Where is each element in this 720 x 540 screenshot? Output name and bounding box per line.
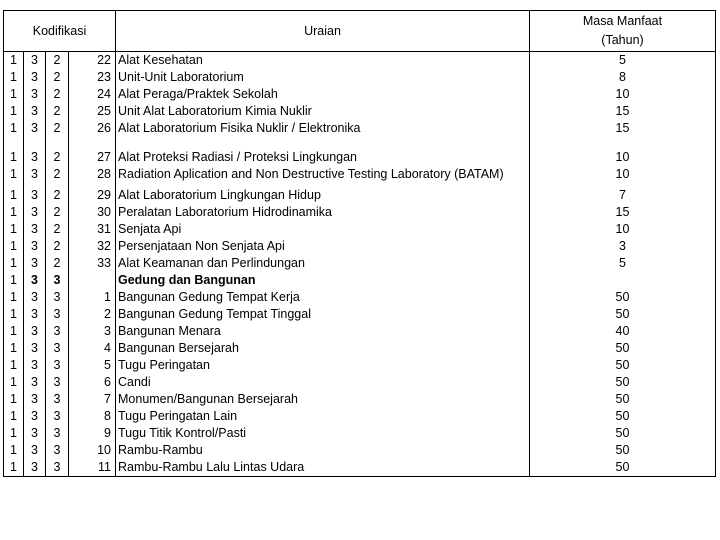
kode-level-1: 1 [4, 340, 24, 357]
kode-level-1: 1 [4, 374, 24, 391]
asset-useful-life-table [3, 10, 716, 52]
table-row [4, 323, 716, 340]
kode-level-3: 2 [46, 255, 69, 272]
kode-level-1: 1 [4, 357, 24, 374]
kode-level-2: 3 [24, 391, 46, 408]
kode-level-2: 3 [24, 120, 46, 137]
uraian-cell: Monumen/Bangunan Bersejarah [116, 391, 530, 408]
spacer-cell [69, 137, 116, 149]
kode-level-2: 3 [24, 272, 46, 289]
table-row [4, 391, 716, 408]
spacer-cell [46, 137, 69, 149]
table-row [4, 204, 716, 221]
spacer-cell [24, 137, 46, 149]
kode-level-4: 32 [69, 238, 116, 255]
kode-level-4: 28 [69, 166, 116, 183]
kode-level-1: 1 [4, 306, 24, 323]
table-row [4, 166, 716, 183]
kode-level-1: 1 [4, 459, 24, 477]
uraian-cell: Candi [116, 374, 530, 391]
kode-level-3: 2 [46, 52, 69, 69]
kode-level-1: 1 [4, 103, 24, 120]
kode-level-1: 1 [4, 120, 24, 137]
kode-level-3: 3 [46, 374, 69, 391]
kode-level-1: 1 [4, 166, 24, 183]
kode-level-1: 1 [4, 289, 24, 306]
kode-level-2: 3 [24, 289, 46, 306]
kode-level-2: 3 [24, 52, 46, 69]
kode-level-1: 1 [4, 425, 24, 442]
masa-manfaat-cell: 50 [530, 408, 716, 425]
uraian-cell: Bangunan Menara [116, 323, 530, 340]
kode-level-4: 4 [69, 340, 116, 357]
table-row [4, 69, 716, 86]
uraian-cell: Tugu Peringatan [116, 357, 530, 374]
masa-manfaat-cell: 50 [530, 442, 716, 459]
table-row [4, 459, 716, 477]
table-row [4, 103, 716, 120]
table-row [4, 86, 716, 103]
kode-level-3: 2 [46, 187, 69, 204]
table-row [4, 149, 716, 166]
header-masa-manfaat [530, 11, 716, 52]
masa-manfaat-cell: 50 [530, 289, 716, 306]
kode-level-3: 3 [46, 442, 69, 459]
kode-level-3: 2 [46, 221, 69, 238]
uraian-cell: Alat Proteksi Radiasi / Proteksi Lingkungan [116, 149, 530, 166]
kode-level-3: 2 [46, 103, 69, 120]
kode-level-2: 3 [24, 374, 46, 391]
uraian-cell: Tugu Titik Kontrol/Pasti [116, 425, 530, 442]
table-row [4, 238, 716, 255]
asset-rows-table [3, 52, 716, 477]
kode-level-4: 30 [69, 204, 116, 221]
table-body [4, 52, 716, 477]
spacer-cell [530, 137, 716, 149]
kode-level-2: 3 [24, 204, 46, 221]
uraian-cell: Persenjataan Non Senjata Api [116, 238, 530, 255]
kode-level-2: 3 [24, 166, 46, 183]
table-row [4, 340, 716, 357]
kode-level-3: 2 [46, 120, 69, 137]
uraian-cell: Senjata Api [116, 221, 530, 238]
uraian-cell: Tugu Peringatan Lain [116, 408, 530, 425]
uraian-cell: Unit-Unit Laboratorium [116, 69, 530, 86]
masa-manfaat-cell: 40 [530, 323, 716, 340]
masa-manfaat-cell: 50 [530, 340, 716, 357]
masa-manfaat-cell: 8 [530, 69, 716, 86]
kode-level-4: 23 [69, 69, 116, 86]
kode-level-4: 5 [69, 357, 116, 374]
kode-level-4: 26 [69, 120, 116, 137]
table-row [4, 255, 716, 272]
kode-level-2: 3 [24, 459, 46, 477]
masa-manfaat-cell: 7 [530, 187, 716, 204]
masa-manfaat-cell: 15 [530, 103, 716, 120]
kode-level-2: 3 [24, 357, 46, 374]
kode-level-2: 3 [24, 149, 46, 166]
masa-manfaat-cell: 15 [530, 204, 716, 221]
kode-level-4: 3 [69, 323, 116, 340]
uraian-cell: Unit Alat Laboratorium Kimia Nuklir [116, 103, 530, 120]
kode-level-2: 3 [24, 408, 46, 425]
table-row [4, 306, 716, 323]
kode-level-2: 3 [24, 306, 46, 323]
kode-level-2: 3 [24, 425, 46, 442]
kode-level-1: 1 [4, 442, 24, 459]
uraian-cell: Rambu-Rambu Lalu Lintas Udara [116, 459, 530, 477]
header-masa-manfaat-line2: (Tahun) [601, 33, 644, 47]
kode-level-4: 29 [69, 187, 116, 204]
kode-level-2: 3 [24, 86, 46, 103]
kode-level-1: 1 [4, 69, 24, 86]
uraian-cell: Bangunan Bersejarah [116, 340, 530, 357]
table-row [4, 289, 716, 306]
uraian-cell: Peralatan Laboratorium Hidrodinamika [116, 204, 530, 221]
kode-level-4: 10 [69, 442, 116, 459]
uraian-cell: Alat Peraga/Praktek Sekolah [116, 86, 530, 103]
masa-manfaat-cell: 5 [530, 255, 716, 272]
kode-level-4: 6 [69, 374, 116, 391]
kode-level-4: 11 [69, 459, 116, 477]
kode-level-1: 1 [4, 238, 24, 255]
kode-level-4: 31 [69, 221, 116, 238]
kode-level-2: 3 [24, 103, 46, 120]
masa-manfaat-cell: 10 [530, 149, 716, 166]
kode-level-3: 2 [46, 86, 69, 103]
kode-level-1: 1 [4, 323, 24, 340]
asset-table-container [3, 10, 716, 477]
uraian-cell: Alat Kesehatan [116, 52, 530, 69]
kode-level-1: 1 [4, 221, 24, 238]
masa-manfaat-cell: 10 [530, 86, 716, 103]
table-row [4, 187, 716, 204]
kode-level-3: 3 [46, 306, 69, 323]
kode-level-4: 2 [69, 306, 116, 323]
masa-manfaat-cell: 50 [530, 391, 716, 408]
uraian-cell: Gedung dan Bangunan [116, 272, 530, 289]
uraian-cell: Bangunan Gedung Tempat Tinggal [116, 306, 530, 323]
kode-level-3: 3 [46, 391, 69, 408]
kode-level-4: 7 [69, 391, 116, 408]
kode-level-3: 3 [46, 323, 69, 340]
table-row [4, 425, 716, 442]
masa-manfaat-cell: 10 [530, 221, 716, 238]
kode-level-2: 3 [24, 221, 46, 238]
kode-level-3: 3 [46, 340, 69, 357]
kode-level-3: 2 [46, 166, 69, 183]
table-row [4, 272, 716, 289]
kode-level-3: 3 [46, 357, 69, 374]
uraian-cell: Rambu-Rambu [116, 442, 530, 459]
kode-level-3: 3 [46, 289, 69, 306]
spacer-cell [116, 137, 530, 149]
table-row [4, 357, 716, 374]
kode-level-2: 3 [24, 187, 46, 204]
kode-level-4: 27 [69, 149, 116, 166]
kode-level-4: 1 [69, 289, 116, 306]
header-masa-manfaat-line1: Masa Manfaat [582, 14, 663, 28]
kode-level-3: 3 [46, 272, 69, 289]
masa-manfaat-cell: 50 [530, 374, 716, 391]
table-row [4, 408, 716, 425]
kode-level-1: 1 [4, 149, 24, 166]
masa-manfaat-cell: 10 [530, 166, 716, 183]
kode-level-3: 3 [46, 459, 69, 477]
kode-level-1: 1 [4, 187, 24, 204]
kode-level-4: 25 [69, 103, 116, 120]
kode-level-2: 3 [24, 442, 46, 459]
uraian-cell: Alat Laboratorium Lingkungan Hidup [116, 187, 530, 204]
kode-level-1: 1 [4, 255, 24, 272]
row-spacer [4, 137, 716, 149]
table-header-row [4, 11, 716, 52]
kode-level-4: 8 [69, 408, 116, 425]
kode-level-1: 1 [4, 86, 24, 103]
kode-level-2: 3 [24, 238, 46, 255]
kode-level-2: 3 [24, 340, 46, 357]
kode-level-1: 1 [4, 272, 24, 289]
masa-manfaat-cell: 50 [530, 425, 716, 442]
kode-level-1: 1 [4, 204, 24, 221]
uraian-cell: Bangunan Gedung Tempat Kerja [116, 289, 530, 306]
table-row [4, 374, 716, 391]
kode-level-2: 3 [24, 323, 46, 340]
kode-level-4: 24 [69, 86, 116, 103]
kode-level-2: 3 [24, 69, 46, 86]
masa-manfaat-cell: 50 [530, 306, 716, 323]
kode-level-4: 22 [69, 52, 116, 69]
table-row [4, 52, 716, 69]
kode-level-3: 2 [46, 238, 69, 255]
masa-manfaat-cell: 50 [530, 459, 716, 477]
table-row [4, 120, 716, 137]
table-row [4, 221, 716, 238]
kode-level-4 [69, 272, 116, 289]
kode-level-3: 3 [46, 425, 69, 442]
masa-manfaat-cell: 5 [530, 52, 716, 69]
kode-level-4: 33 [69, 255, 116, 272]
spacer-cell [4, 137, 24, 149]
table-row [4, 442, 716, 459]
header-uraian: Uraian [116, 11, 530, 52]
masa-manfaat-cell: 50 [530, 357, 716, 374]
kode-level-3: 2 [46, 204, 69, 221]
masa-manfaat-cell [530, 272, 716, 289]
kode-level-1: 1 [4, 391, 24, 408]
kode-level-1: 1 [4, 408, 24, 425]
uraian-cell: Alat Laboratorium Fisika Nuklir / Elektronika [116, 120, 530, 137]
masa-manfaat-cell: 15 [530, 120, 716, 137]
kode-level-3: 2 [46, 69, 69, 86]
kode-level-1: 1 [4, 52, 24, 69]
uraian-cell: Alat Keamanan dan Perlindungan [116, 255, 530, 272]
header-kodifikasi: Kodifikasi [4, 11, 116, 52]
kode-level-4: 9 [69, 425, 116, 442]
kode-level-3: 2 [46, 149, 69, 166]
kode-level-3: 3 [46, 408, 69, 425]
kode-level-2: 3 [24, 255, 46, 272]
uraian-cell: Radiation Aplication and Non Destructive Testing Laboratory (BATAM) [116, 166, 530, 183]
masa-manfaat-cell: 3 [530, 238, 716, 255]
